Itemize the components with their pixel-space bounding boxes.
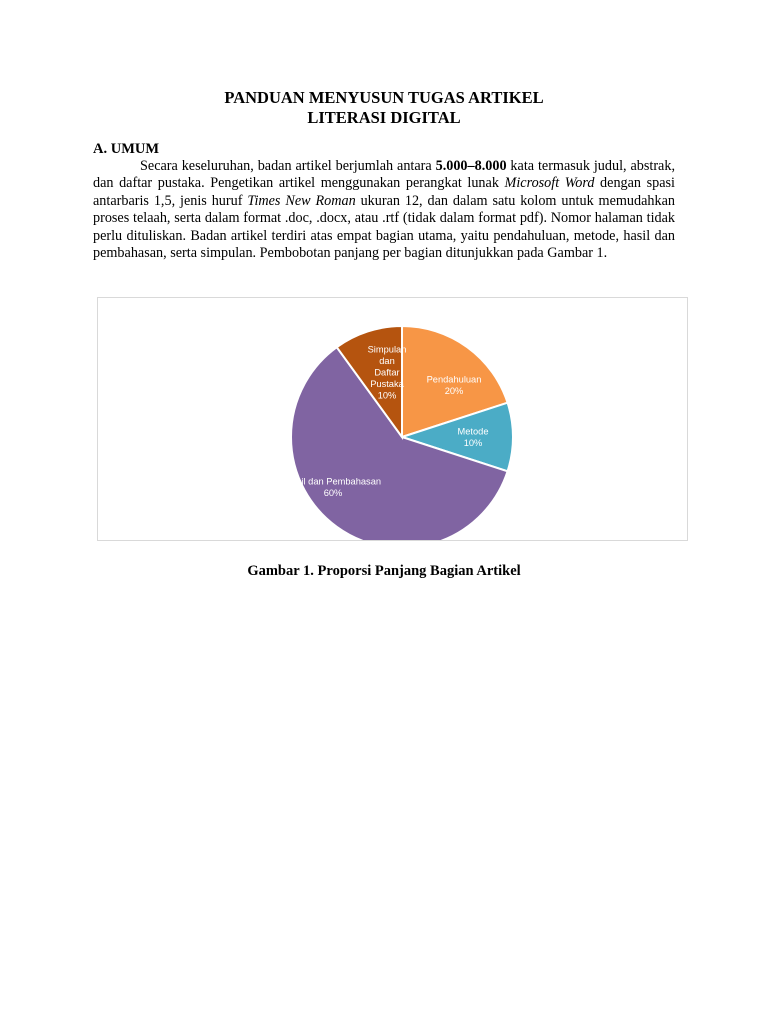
paragraph-italic-font: Times New Roman: [247, 192, 356, 209]
paragraph-text-4: ukuran 12, dan dalam satu kolom untuk memudahkan proses telaah, serta dalam format .doc, .docx, atau .rtf (tidak dalam format pdf). Nomor halaman tidak perlu dituliskan. Badan artikel terdiri atas empat bagian utama, yaitu pendahuluan, metode, hasil dan pembahasan, serta simpulan. Pembobotan panjang per bagian ditunjukkan pada Gambar 1.: [93, 192, 675, 262]
pie-slice-3-value-label: 60%: [323, 488, 343, 499]
pie-chart: [98, 298, 687, 540]
section-heading: A. UMUM: [93, 141, 160, 157]
pie-slice-4-name-label: Pustaka: [370, 378, 404, 389]
pie-chart-frame: [97, 297, 688, 541]
pie-slice-4-name-label: Daftar: [374, 367, 400, 378]
pie-slice-2-name-label: Metode: [457, 426, 489, 437]
figure-caption: Gambar 1. Proporsi Panjang Bagian Artikel: [247, 563, 521, 579]
paragraph-text-3: dengan spasi antarbaris 1,5, jenis huruf: [93, 175, 675, 209]
pie-slice-4-value-label: 10%: [377, 390, 397, 401]
paragraph-italic-software: Microsoft Word: [504, 175, 595, 192]
pie-slice-1-name-label: Pendahuluan: [426, 374, 482, 385]
paragraph-bold-word-count: 5.000–8.000: [435, 158, 507, 174]
pie-slice-1-value-label: 20%: [444, 386, 464, 397]
pie-slice-4-name-label: dan: [379, 355, 395, 366]
pie-slice-3-name-label: Hasil dan Pembahasan: [284, 476, 382, 487]
document-title-line-2: LITERASI DIGITAL: [307, 108, 461, 127]
body-paragraph: [93, 158, 675, 262]
document-title-line-1: PANDUAN MENYUSUN TUGAS ARTIKEL: [224, 88, 544, 107]
paragraph-text-2: kata termasuk judul, abstrak, dan daftar pustaka. Pengetikan artikel menggunakan perangkat lunak: [93, 158, 675, 192]
paragraph-text-1: Secara keseluruhan, badan artikel berjumlah antara: [140, 158, 436, 174]
pie-slice-4-name-label: Simpulan: [367, 344, 407, 355]
pie-slice-2-value-label: 10%: [463, 438, 483, 449]
